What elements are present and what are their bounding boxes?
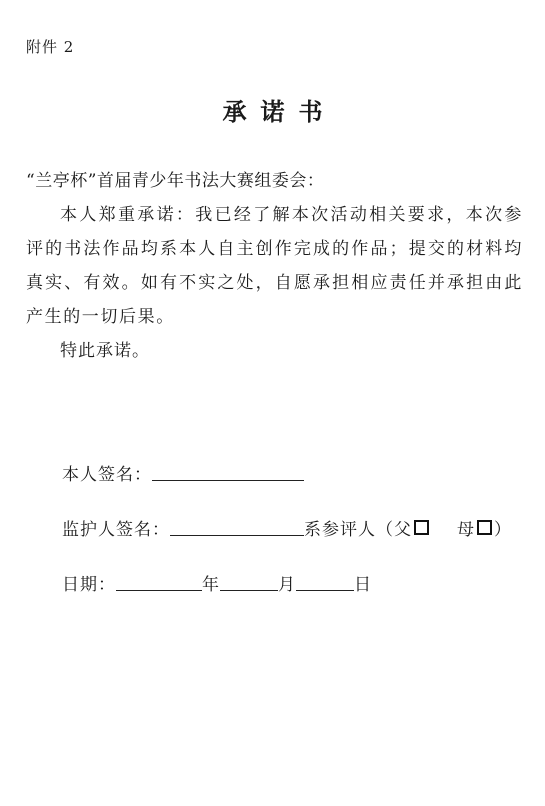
recipient-line: “兰亭杯”首届青少年书法大赛组委会： (26, 171, 325, 191)
month-label: 月 (278, 575, 296, 595)
relation-close: ） (494, 520, 512, 540)
signer-label: 本人签名： (62, 465, 152, 485)
document-title: 承诺书 (222, 97, 337, 126)
pledge-paragraph: 本人郑重承诺：我已经了解本次活动相关要求，本次参评的书法作品均系本人自主创作完成的作品；提交的材料均真实、有效。如有不实之处，自愿承担相应责任并承担由此产生的一切后果。 (26, 205, 523, 327)
guardian-label: 监护人签名： (62, 520, 170, 540)
relation-label: 系参评人（父 (304, 520, 412, 540)
mother-checkbox[interactable] (477, 520, 492, 535)
year-label: 年 (202, 575, 220, 595)
date-label: 日期： (62, 575, 116, 595)
year-blank[interactable] (116, 570, 202, 591)
month-blank[interactable] (220, 570, 278, 591)
guardian-row (62, 515, 512, 540)
closing-line: 特此承诺。 (60, 341, 150, 361)
mother-label: 母 (457, 520, 475, 540)
day-label: 日 (354, 575, 372, 595)
attachment-label: 附件 2 (26, 38, 75, 56)
signer-row (62, 460, 304, 485)
pledge-body (26, 164, 523, 368)
date-row (62, 570, 372, 595)
father-checkbox[interactable] (414, 520, 429, 535)
signer-signature-blank[interactable] (152, 460, 304, 481)
day-blank[interactable] (296, 570, 354, 591)
guardian-signature-blank[interactable] (170, 515, 304, 536)
